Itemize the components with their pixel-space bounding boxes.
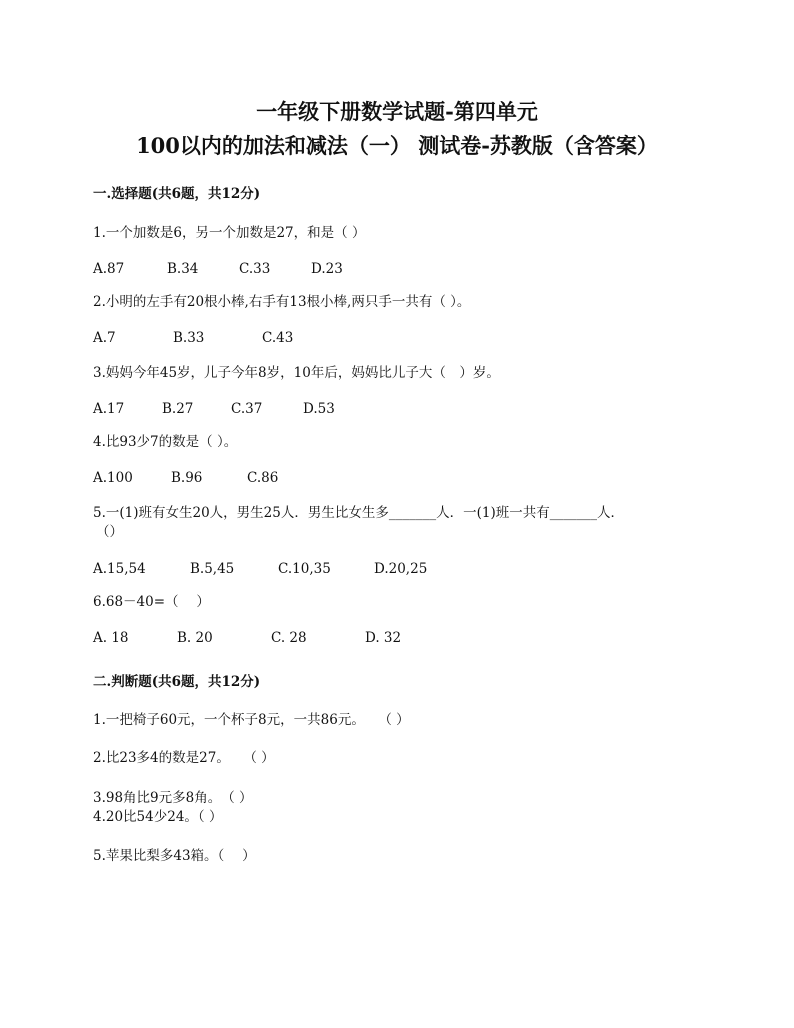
judgment-question-4: 4.20比54少24。（ ） — [93, 809, 223, 825]
q1-option-a: A.87 — [93, 261, 125, 277]
judgment-question-5: 5.苹果比梨多43箱。（ ） — [93, 848, 256, 864]
question-3: 3.妈妈今年45岁，儿子今年8岁，10年后，妈妈比儿子大（ ）岁。 — [93, 365, 500, 381]
section-heading-judgment: 二.判断题(共6题，共12分) — [93, 674, 261, 690]
question-6: 6.68－40=（ ） — [93, 594, 210, 610]
title-line-1: 一年级下册数学试题-第四单元 — [256, 99, 538, 124]
q4-option-a: A.100 — [93, 470, 133, 486]
q5-option-c: C.10,35 — [278, 561, 331, 577]
q3-option-c: C.37 — [231, 401, 263, 417]
q5-option-a: A.15,54 — [93, 561, 146, 577]
q1-option-d: D.23 — [311, 261, 343, 277]
question-2: 2.小明的左手有20根小棒,右手有13根小棒,两只手一共有（ ）。 — [93, 294, 471, 310]
question-4: 4.比93少7的数是（ ）。 — [93, 434, 238, 450]
q2-option-b: B.33 — [173, 330, 205, 346]
section-heading-choice: 一.选择题(共6题，共12分) — [93, 186, 261, 202]
q6-option-a: A. 18 — [93, 630, 129, 646]
judgment-question-2: 2.比23多4的数是27。 （ ） — [93, 750, 275, 766]
question-1: 1.一个加数是6，另一个加数是27，和是（ ） — [93, 225, 366, 241]
q3-option-b: B.27 — [162, 401, 194, 417]
q2-option-a: A.7 — [93, 330, 116, 346]
q1-option-c: C.33 — [239, 261, 271, 277]
question-5-answer-bracket: （） — [96, 524, 123, 540]
title-line-2: 100以内的加法和减法（一） 测试卷-苏教版（含答案） — [136, 133, 658, 158]
q4-option-b: B.96 — [171, 470, 203, 486]
judgment-question-3: 3.98角比9元多8角。 （ ） — [93, 790, 253, 806]
q2-option-c: C.43 — [262, 330, 294, 346]
q6-option-b: B. 20 — [177, 630, 213, 646]
q4-option-c: C.86 — [247, 470, 279, 486]
q3-option-d: D.53 — [303, 401, 335, 417]
q5-option-d: D.20,25 — [374, 561, 428, 577]
q1-option-b: B.34 — [167, 261, 199, 277]
q6-option-c: C. 28 — [271, 630, 307, 646]
judgment-question-1: 1.一把椅子60元，一个杯子8元，一共86元。 （ ） — [93, 712, 410, 728]
q3-option-a: A.17 — [93, 401, 125, 417]
question-5: 5.一(1)班有女生20人，男生25人．男生比女生多_______人．一(1)班一共有_______人． — [93, 505, 624, 521]
q6-option-d: D. 32 — [365, 630, 402, 646]
q5-option-b: B.5,45 — [190, 561, 235, 577]
